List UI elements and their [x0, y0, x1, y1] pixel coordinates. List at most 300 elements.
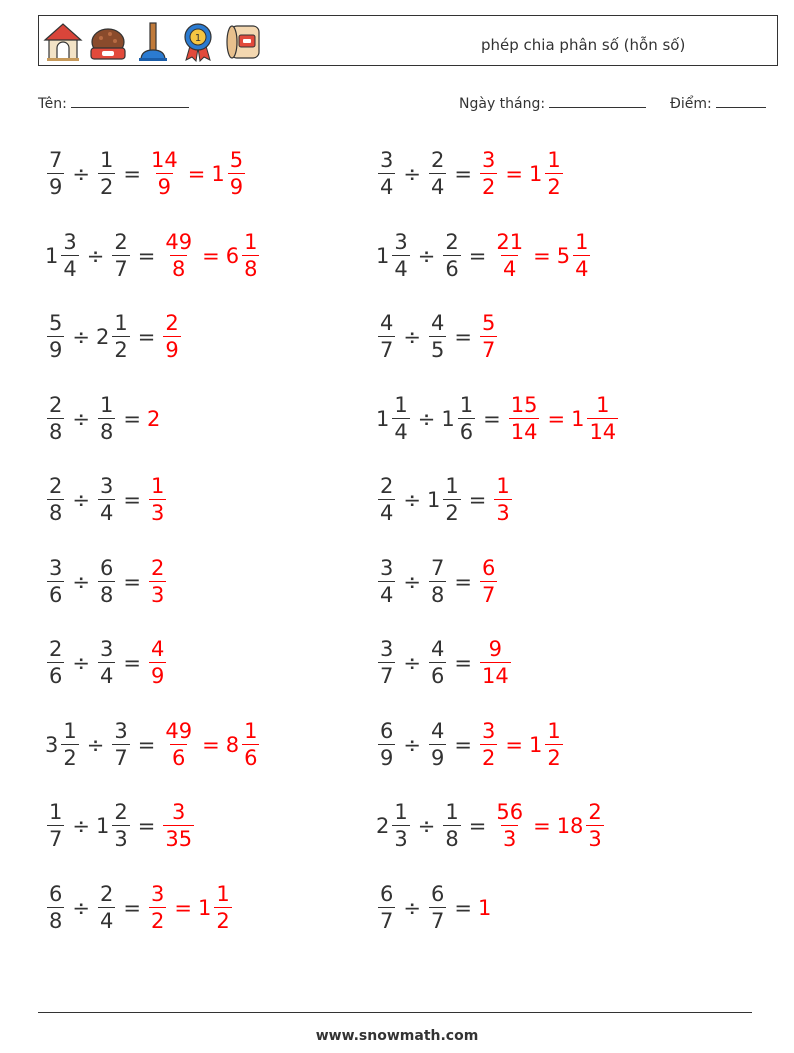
denominator: 3 — [394, 827, 408, 851]
numerator: 1 — [596, 392, 610, 417]
fraction — [98, 476, 115, 524]
equals-sign: = — [137, 814, 156, 838]
whole-part: 1 — [477, 895, 492, 920]
dividend — [45, 392, 66, 444]
problem-item — [376, 144, 565, 204]
numerator: 4 — [430, 637, 445, 661]
fraction — [163, 313, 180, 361]
answer-value — [161, 718, 196, 770]
fraction — [443, 802, 460, 850]
problem-item — [376, 470, 514, 530]
answer-value — [478, 150, 499, 198]
denominator: 2 — [547, 745, 561, 770]
equals-sign: = — [505, 162, 523, 186]
score-blank[interactable] — [716, 93, 766, 108]
fraction — [429, 313, 446, 361]
whole-part: 1 — [376, 243, 390, 268]
numerator: 1 — [63, 718, 77, 743]
answer-value — [225, 718, 262, 770]
equals-sign: = — [483, 406, 501, 431]
answer-value — [478, 555, 499, 607]
denominator: 6 — [172, 745, 186, 770]
problem-item — [376, 226, 592, 286]
divisor — [427, 639, 448, 687]
whole-part: 2 — [146, 406, 161, 431]
numerator: 5 — [49, 311, 63, 335]
numerator: 5 — [481, 311, 496, 335]
denominator: 3 — [496, 501, 510, 525]
denominator: 3 — [150, 501, 165, 525]
equals-sign: = — [454, 651, 472, 675]
equals-sign: = — [505, 732, 523, 757]
equals-sign: = — [468, 243, 487, 268]
denominator: 7 — [114, 745, 128, 770]
divide-sign: ÷ — [72, 488, 90, 512]
worksheet-title: phép chia phân số (hỗn số) — [481, 36, 686, 54]
divide-sign: ÷ — [403, 651, 421, 675]
fraction — [47, 802, 64, 850]
numerator: 2 — [430, 148, 445, 172]
house-icon — [43, 20, 83, 62]
problem-item — [376, 878, 492, 938]
equals-sign: = — [468, 814, 487, 838]
divisor — [96, 881, 117, 933]
answer-value — [478, 313, 499, 361]
problem-item — [45, 715, 261, 775]
divide-sign: ÷ — [417, 243, 436, 268]
numerator: 2 — [49, 474, 63, 498]
whole-part: 1 — [197, 895, 212, 920]
dividend — [376, 881, 397, 933]
fraction — [494, 476, 511, 524]
divide-sign: ÷ — [403, 162, 421, 186]
fraction — [443, 476, 460, 524]
answer-value — [492, 229, 527, 281]
numerator: 14 — [150, 148, 178, 172]
fraction — [47, 881, 64, 933]
numerator: 1 — [244, 229, 258, 254]
problem-item — [376, 389, 620, 449]
dividend — [45, 639, 66, 687]
equals-sign: = — [454, 325, 472, 349]
denominator: 9 — [229, 175, 244, 199]
header-box — [38, 15, 778, 66]
problem-item — [45, 796, 196, 856]
numerator: 3 — [394, 229, 408, 254]
numerator: 2 — [380, 474, 394, 498]
answer-value — [556, 229, 593, 281]
denominator: 4 — [394, 419, 408, 444]
answer-value — [161, 313, 182, 361]
dividend — [376, 639, 397, 687]
dividend — [45, 555, 66, 607]
divide-sign: ÷ — [72, 569, 90, 594]
denominator: 4 — [63, 256, 77, 281]
fraction — [98, 881, 115, 933]
equals-sign: = — [533, 814, 551, 838]
answer-value — [161, 229, 196, 281]
divide-sign: ÷ — [403, 895, 421, 920]
dividend — [45, 718, 81, 770]
divisor — [96, 639, 117, 687]
numerator: 3 — [150, 881, 165, 906]
denominator: 8 — [244, 256, 258, 281]
numerator: 7 — [49, 148, 63, 172]
fraction — [586, 802, 603, 850]
equals-sign: = — [123, 569, 141, 594]
denominator: 8 — [445, 827, 459, 851]
divide-sign: ÷ — [403, 732, 421, 757]
fraction — [98, 150, 115, 198]
whole-part: 2 — [95, 325, 110, 349]
dividend — [376, 718, 397, 770]
numerator: 1 — [459, 392, 474, 417]
numerator: 1 — [496, 474, 510, 498]
problem-item — [45, 144, 247, 204]
fraction — [149, 639, 166, 687]
divide-sign: ÷ — [403, 325, 421, 349]
numerator: 2 — [49, 392, 63, 417]
equals-sign: = — [454, 895, 472, 920]
divisor — [441, 392, 477, 444]
numerator: 3 — [99, 637, 114, 661]
dividend — [45, 150, 66, 198]
fraction — [112, 313, 129, 361]
denominator: 2 — [481, 175, 496, 199]
fraction — [429, 639, 446, 687]
divisor — [427, 555, 448, 607]
problem-item — [376, 633, 513, 693]
whole-part: 1 — [426, 488, 441, 512]
numerator: 1 — [99, 148, 114, 172]
numerator: 49 — [165, 718, 193, 743]
whole-part: 1 — [441, 406, 455, 431]
numerator: 49 — [165, 229, 193, 254]
numerator: 3 — [380, 555, 394, 580]
divisor — [441, 229, 462, 281]
divisor — [427, 150, 448, 198]
numerator: 1 — [547, 718, 561, 743]
dog-bed-icon — [88, 20, 128, 62]
whole-part: 2 — [376, 814, 390, 838]
equals-sign: = — [454, 569, 472, 594]
dividend — [45, 802, 66, 850]
divisor — [427, 476, 463, 524]
whole-part: 6 — [225, 243, 240, 268]
answer-value — [147, 639, 168, 687]
divide-sign: ÷ — [72, 651, 90, 675]
denominator: 4 — [430, 175, 445, 199]
equals-sign: = — [123, 651, 141, 675]
name-field[interactable] — [38, 93, 189, 112]
answer-value — [147, 407, 161, 431]
answer-value — [492, 476, 513, 524]
fraction — [429, 150, 446, 198]
fraction — [47, 555, 64, 607]
problem-item — [45, 552, 168, 612]
fraction — [47, 313, 64, 361]
denominator: 4 — [380, 175, 394, 199]
answer-value — [161, 802, 196, 850]
denominator: 6 — [445, 256, 459, 281]
denominator: 7 — [430, 908, 445, 933]
answer-value — [528, 718, 565, 770]
denominator: 2 — [547, 175, 561, 199]
fraction — [378, 881, 395, 933]
divisor — [427, 881, 448, 933]
numerator: 3 — [114, 718, 128, 743]
equals-sign: = — [174, 895, 192, 920]
denominator: 9 — [165, 338, 179, 362]
whole-part: 1 — [95, 814, 110, 838]
answer-value — [147, 881, 168, 933]
date-blank[interactable] — [549, 93, 646, 108]
denominator: 4 — [575, 256, 589, 281]
denominator: 8 — [99, 419, 114, 444]
denominator: 9 — [49, 338, 63, 362]
answer-value — [211, 150, 247, 198]
whole-part: 8 — [225, 732, 240, 757]
whole-part: 1 — [45, 243, 59, 268]
fraction — [149, 476, 166, 524]
denominator: 14 — [510, 419, 538, 444]
denominator: 3 — [150, 582, 165, 607]
numerator: 7 — [430, 555, 445, 580]
answer-value — [492, 802, 527, 850]
equals-sign: = — [137, 243, 156, 268]
medal-icon — [178, 20, 218, 62]
fraction — [47, 150, 64, 198]
divide-sign: ÷ — [86, 732, 105, 757]
dividend — [376, 150, 397, 198]
dog-drum-icon — [223, 20, 263, 62]
fraction — [149, 555, 166, 607]
fraction — [573, 229, 590, 281]
fraction — [214, 881, 231, 933]
divide-sign: ÷ — [417, 814, 436, 838]
equals-sign: = — [468, 488, 487, 512]
numerator: 6 — [481, 555, 496, 580]
numerator: 2 — [588, 800, 602, 824]
numerator: 6 — [430, 881, 445, 906]
divide-sign: ÷ — [417, 406, 436, 431]
problem-item — [45, 389, 161, 449]
dividend — [376, 229, 412, 281]
denominator: 2 — [114, 338, 128, 362]
fraction — [509, 392, 540, 444]
score-field[interactable] — [670, 93, 766, 112]
whole-part: 1 — [376, 406, 390, 431]
divisor — [96, 392, 117, 444]
problem-item — [45, 226, 261, 286]
fraction — [228, 150, 245, 198]
fraction — [61, 718, 78, 770]
whole-part: 1 — [211, 162, 225, 186]
dividend — [45, 313, 66, 361]
fraction — [429, 881, 446, 933]
dividend — [376, 476, 397, 524]
fraction — [480, 639, 511, 687]
numerator: 1 — [575, 229, 589, 254]
divide-sign: ÷ — [72, 814, 90, 838]
answer-value — [147, 150, 182, 198]
whole-part: 1 — [571, 406, 585, 431]
fraction — [112, 229, 129, 281]
numerator: 1 — [547, 148, 561, 172]
divisor — [96, 476, 117, 524]
fraction — [480, 718, 497, 770]
denominator: 6 — [49, 664, 63, 688]
fraction — [480, 555, 497, 607]
answer-value — [147, 476, 168, 524]
denominator: 9 — [430, 745, 445, 770]
denominator: 8 — [172, 256, 186, 281]
fraction — [480, 150, 497, 198]
numerator: 1 — [99, 392, 114, 417]
denominator: 9 — [150, 664, 165, 688]
equals-sign: = — [533, 243, 551, 268]
numerator: 3 — [380, 637, 394, 661]
answer-value — [147, 555, 168, 607]
numerator: 5 — [229, 148, 244, 172]
divide-sign: ÷ — [72, 325, 90, 349]
answer-value — [478, 639, 513, 687]
fraction — [98, 555, 115, 607]
answer-value — [197, 881, 234, 933]
denominator: 4 — [394, 256, 408, 281]
denominator: 8 — [430, 582, 445, 607]
fraction — [163, 718, 194, 770]
problem-item — [376, 552, 499, 612]
numerator: 2 — [114, 229, 128, 254]
problem-item — [376, 307, 499, 367]
denominator: 4 — [99, 908, 114, 933]
numerator: 1 — [244, 718, 258, 743]
equals-sign: = — [454, 732, 472, 757]
problem-item — [45, 470, 168, 530]
numerator: 4 — [380, 311, 394, 335]
denominator: 7 — [481, 582, 496, 607]
fraction — [443, 229, 460, 281]
divide-sign: ÷ — [403, 488, 421, 512]
denominator: 4 — [380, 501, 394, 525]
divide-sign: ÷ — [72, 162, 90, 186]
denominator: 3 — [503, 827, 517, 851]
denominator: 4 — [99, 501, 114, 525]
divisor — [427, 718, 448, 770]
fraction — [378, 150, 395, 198]
dividend — [376, 313, 397, 361]
fraction — [163, 802, 194, 850]
name-blank[interactable] — [71, 93, 189, 108]
denominator: 2 — [63, 745, 77, 770]
fraction — [61, 229, 78, 281]
date-field[interactable] — [459, 93, 646, 112]
equals-sign: = — [202, 243, 220, 268]
denominator: 4 — [503, 256, 517, 281]
divisor — [96, 555, 117, 607]
numerator: 6 — [380, 718, 394, 743]
denominator: 2 — [150, 908, 165, 933]
fraction — [112, 718, 129, 770]
score-label: Điểm: — [670, 96, 712, 112]
numerator: 2 — [150, 555, 165, 580]
fraction — [494, 802, 525, 850]
equals-sign: = — [137, 732, 156, 757]
footer-url: www.snowmath.com — [315, 1028, 479, 1044]
fraction — [392, 229, 409, 281]
fraction — [242, 718, 259, 770]
fraction — [545, 150, 562, 198]
denominator: 14 — [589, 419, 617, 444]
numerator: 1 — [216, 881, 230, 906]
numerator: 2 — [165, 311, 179, 335]
fraction — [98, 639, 115, 687]
denominator: 7 — [49, 827, 63, 851]
answer-value — [225, 229, 262, 281]
fraction — [378, 639, 395, 687]
fraction — [458, 392, 475, 444]
denominator: 5 — [430, 338, 445, 362]
fraction — [378, 555, 395, 607]
divisor — [110, 718, 131, 770]
answer-value — [529, 150, 565, 198]
whole-part: 5 — [556, 243, 571, 268]
equals-sign: = — [454, 162, 472, 186]
dividend — [45, 476, 66, 524]
denominator: 8 — [49, 501, 63, 525]
problem-item — [45, 878, 234, 938]
numerator: 4 — [430, 311, 445, 335]
equals-sign: = — [123, 895, 141, 920]
whole-part: 3 — [45, 732, 59, 757]
numerator: 1 — [150, 474, 165, 498]
denominator: 8 — [99, 582, 114, 607]
fraction — [47, 476, 64, 524]
fraction — [429, 555, 446, 607]
whole-part: 1 — [528, 732, 543, 757]
numerator: 3 — [380, 148, 394, 172]
fraction — [112, 802, 129, 850]
numerator: 2 — [99, 881, 114, 906]
numerator: 2 — [445, 229, 459, 254]
header-icons — [43, 20, 263, 62]
answer-value — [571, 392, 620, 444]
numerator: 6 — [380, 881, 394, 906]
numerator: 2 — [114, 800, 128, 824]
fraction — [429, 718, 446, 770]
denominator: 7 — [114, 256, 128, 281]
fraction — [494, 229, 525, 281]
denominator: 14 — [481, 664, 509, 688]
numerator: 3 — [63, 229, 77, 254]
equals-sign: = — [123, 488, 141, 512]
denominator: 9 — [157, 175, 172, 199]
answer-value — [507, 392, 542, 444]
numerator: 3 — [49, 555, 63, 580]
denominator: 6 — [49, 582, 63, 607]
denominator: 2 — [216, 908, 230, 933]
numerator: 4 — [150, 637, 165, 661]
numerator: 15 — [510, 392, 538, 417]
numerator: 1 — [114, 311, 128, 335]
numerator: 4 — [430, 718, 445, 743]
numerator: 3 — [481, 718, 496, 743]
denominator: 3 — [114, 827, 128, 851]
denominator: 2 — [445, 501, 459, 525]
dividend — [45, 881, 66, 933]
equals-sign: = — [202, 732, 220, 757]
